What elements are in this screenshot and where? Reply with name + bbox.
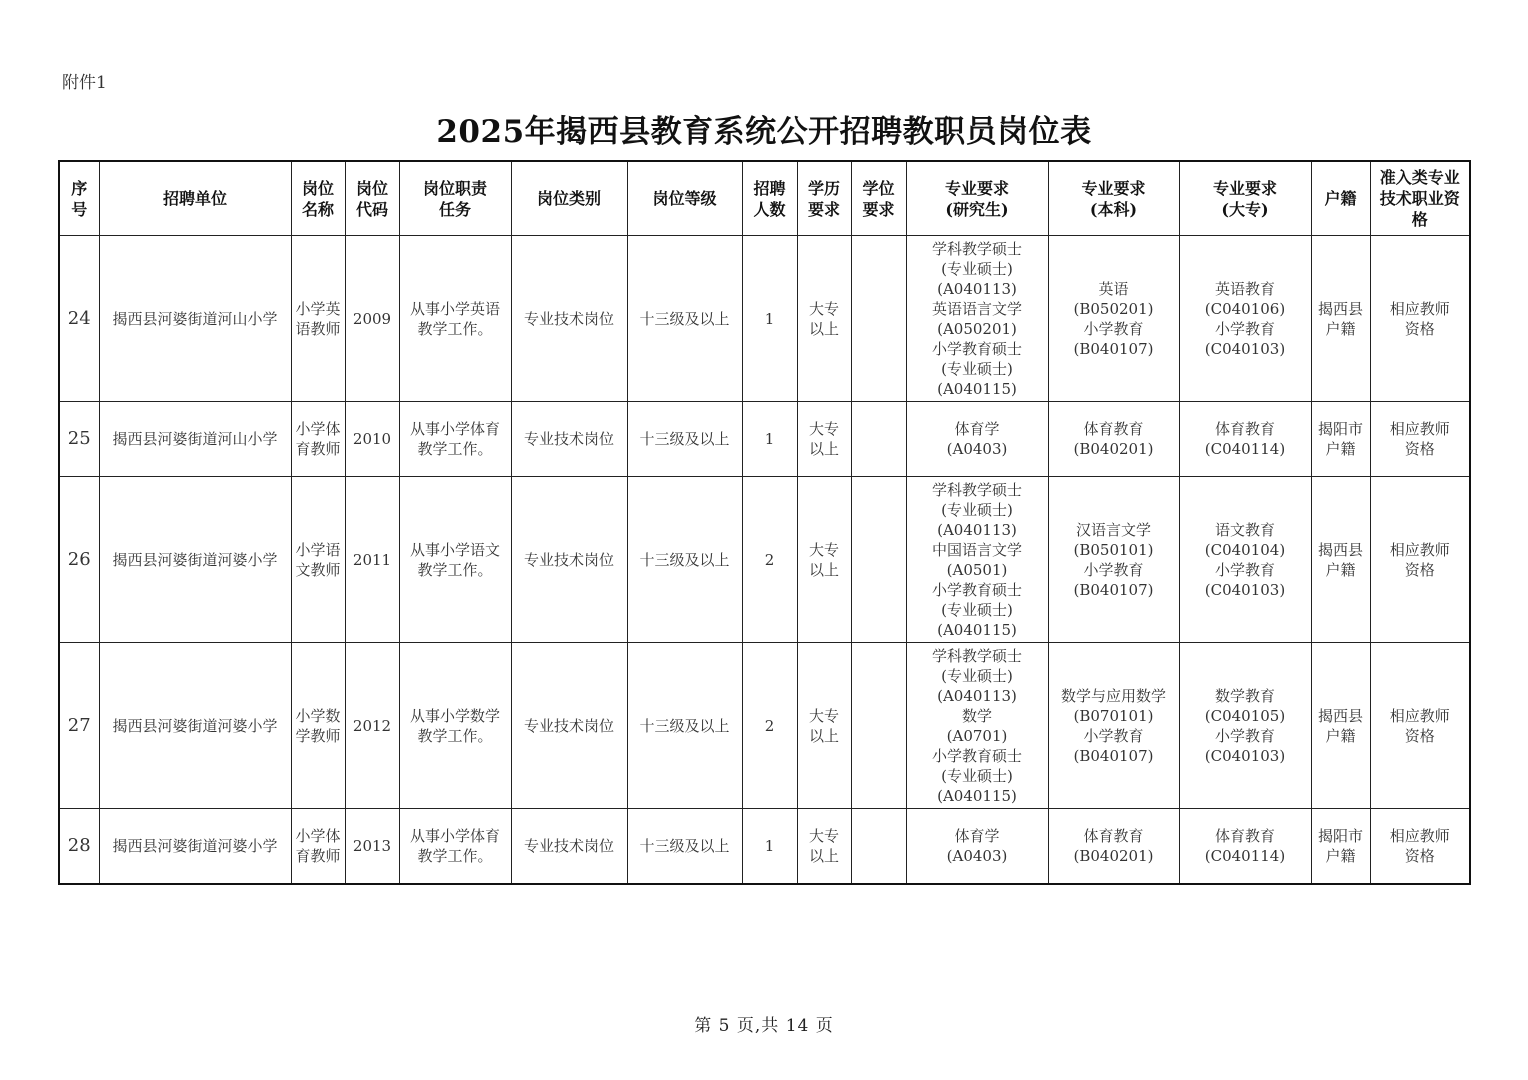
cell-qualification-line: 相应教师	[1389, 420, 1450, 438]
cell-qualification	[1370, 809, 1470, 885]
cell-major-college-line: 小学教育	[1214, 726, 1275, 745]
cell-major-bachelor	[1048, 643, 1179, 809]
cell-post-code-line: 2011	[352, 550, 392, 569]
header-count: 招聘 人数	[742, 161, 797, 236]
cell-major-grad-line: (专业硕士)	[941, 500, 1013, 519]
cell-hukou	[1311, 477, 1370, 643]
header-hukou: 户籍	[1311, 161, 1370, 236]
cell-post-name-line: 小学体	[295, 827, 341, 845]
cell-unit	[99, 236, 291, 402]
cell-major-bachelor-line: 汉语言文学	[1075, 520, 1151, 539]
cell-major-college	[1179, 477, 1311, 643]
cell-education	[797, 809, 851, 885]
cell-post-name	[291, 643, 345, 809]
cell-post-name-line: 文教师	[295, 560, 341, 579]
cell-major-college-line: (C040103)	[1204, 580, 1286, 599]
cell-post-name-line: 学教师	[295, 726, 341, 745]
header-degree: 学位 要求	[851, 161, 906, 236]
cell-major-grad-line: (A0403)	[946, 847, 1008, 865]
cell-post-code-line: 2009	[352, 309, 392, 328]
header-education: 学历 要求	[797, 161, 851, 236]
cell-grade	[627, 809, 742, 885]
cell-major-grad-line: (专业硕士)	[941, 259, 1013, 278]
cell-hukou	[1311, 643, 1370, 809]
cell-major-grad-line: (A040115)	[937, 786, 1017, 805]
cell-seq: 27	[59, 643, 99, 809]
cell-duty	[399, 477, 511, 643]
table-header-row	[59, 161, 1470, 236]
cell-major-college-line: (C040114)	[1204, 440, 1286, 458]
cell-hukou-line: 户籍	[1325, 440, 1356, 458]
cell-education-line: 大专	[808, 827, 839, 845]
header-post-name: 岗位 名称	[291, 161, 345, 236]
cell-count-line: 1	[764, 430, 775, 448]
cell-seq: 24	[59, 236, 99, 402]
cell-hukou-line: 揭阳市	[1317, 420, 1363, 438]
cell-major-bachelor	[1048, 402, 1179, 477]
header-category: 岗位类别	[511, 161, 627, 236]
cell-category	[511, 643, 627, 809]
cell-major-college-line: 语文教育	[1214, 520, 1275, 539]
cell-count	[742, 402, 797, 477]
cell-post-name-line: 育教师	[295, 847, 341, 865]
cell-grade-line: 十三级及以上	[639, 716, 730, 735]
cell-grade-line: 十三级及以上	[639, 430, 730, 448]
cell-major-grad-line: 学科教学硕士	[931, 646, 1022, 665]
cell-post-code	[345, 477, 399, 643]
cell-count	[742, 477, 797, 643]
cell-qualification-line: 资格	[1404, 319, 1435, 338]
cell-duty-line: 从事小学数学	[409, 706, 500, 725]
cell-major-grad-line: 英语语言文学	[931, 299, 1022, 318]
cell-degree	[851, 477, 906, 643]
cell-major-bachelor-line: 体育教育	[1083, 827, 1144, 845]
cell-major-bachelor-line: (B040107)	[1073, 580, 1154, 599]
cell-major-grad-line: (A040113)	[937, 279, 1017, 298]
cell-major-college-line: 体育教育	[1214, 420, 1275, 438]
cell-major-bachelor-line: (B040107)	[1073, 746, 1154, 765]
cell-grade-line: 十三级及以上	[639, 837, 730, 855]
cell-duty-line: 教学工作。	[417, 726, 493, 745]
cell-major-grad-line: (A040115)	[937, 379, 1017, 398]
cell-major-college-line: (C040114)	[1204, 847, 1286, 865]
cell-education	[797, 643, 851, 809]
cell-qualification	[1370, 236, 1470, 402]
header-seq: 序 号	[59, 161, 99, 236]
cell-post-name-line: 小学语	[295, 540, 341, 559]
cell-education-line: 以上	[808, 319, 839, 338]
cell-hukou-line: 揭阳市	[1317, 827, 1363, 845]
header-major-bachelor: 专业要求 (本科)	[1048, 161, 1179, 236]
cell-post-code-line: 2012	[352, 716, 392, 735]
cell-unit	[99, 477, 291, 643]
cell-category	[511, 402, 627, 477]
cell-qualification-line: 资格	[1404, 847, 1435, 865]
cell-category-line: 专业技术岗位	[523, 309, 614, 328]
cell-major-grad	[906, 643, 1048, 809]
cell-hukou-line: 户籍	[1325, 319, 1356, 338]
page-footer: 第 5 页,共 14 页	[694, 1016, 834, 1036]
cell-post-name	[291, 402, 345, 477]
header-major-grad: 专业要求 (研究生)	[906, 161, 1048, 236]
cell-education-line: 以上	[808, 440, 839, 458]
cell-major-college-line: 体育教育	[1214, 827, 1275, 845]
cell-count-line: 2	[764, 550, 775, 569]
cell-education-line: 大专	[808, 540, 839, 559]
cell-unit	[99, 809, 291, 885]
cell-major-college	[1179, 643, 1311, 809]
cell-major-grad-line: 小学教育硕士	[931, 339, 1022, 358]
cell-seq: 28	[59, 809, 99, 885]
cell-category-line: 专业技术岗位	[523, 716, 614, 735]
cell-degree	[851, 236, 906, 402]
table-row	[59, 643, 1470, 809]
cell-post-code-line: 2013	[352, 837, 392, 855]
cell-major-bachelor-line: (B040201)	[1073, 440, 1154, 458]
cell-count	[742, 643, 797, 809]
cell-duty-line: 从事小学语文	[409, 540, 500, 559]
cell-hukou-line: 户籍	[1325, 847, 1356, 865]
cell-unit-line: 揭西县河婆街道河婆小学	[112, 550, 278, 569]
attachment-label: 附件1	[62, 73, 107, 93]
cell-major-college-line: 小学教育	[1214, 560, 1275, 579]
cell-major-bachelor	[1048, 236, 1179, 402]
table-row	[59, 477, 1470, 643]
cell-hukou-line: 户籍	[1325, 560, 1356, 579]
cell-unit-line: 揭西县河婆街道河婆小学	[112, 716, 278, 735]
cell-hukou-line: 揭西县	[1317, 540, 1363, 559]
cell-qualification-line: 资格	[1404, 726, 1435, 745]
cell-qualification-line: 相应教师	[1389, 706, 1450, 725]
cell-grade-line: 十三级及以上	[639, 309, 730, 328]
cell-major-college-line: (C040103)	[1204, 746, 1286, 765]
cell-major-grad-line: 学科教学硕士	[931, 480, 1022, 499]
cell-category	[511, 809, 627, 885]
cell-post-name	[291, 477, 345, 643]
table-row	[59, 236, 1470, 402]
cell-count-line: 2	[764, 716, 775, 735]
cell-qualification-line: 相应教师	[1389, 299, 1450, 318]
cell-hukou	[1311, 402, 1370, 477]
cell-major-bachelor	[1048, 809, 1179, 885]
table-body	[59, 236, 1470, 885]
cell-major-grad-line: (专业硕士)	[941, 359, 1013, 378]
cell-category-line: 专业技术岗位	[523, 550, 614, 569]
cell-duty-line: 教学工作。	[417, 319, 493, 338]
cell-major-grad	[906, 477, 1048, 643]
cell-education-line: 大专	[808, 299, 839, 318]
cell-duty	[399, 809, 511, 885]
cell-count-line: 1	[764, 309, 775, 328]
cell-grade	[627, 236, 742, 402]
cell-duty	[399, 643, 511, 809]
cell-major-grad-line: (A0403)	[946, 440, 1008, 458]
header-post-code: 岗位 代码	[345, 161, 399, 236]
cell-major-college-line: (C040105)	[1204, 706, 1286, 725]
cell-major-grad-line: 小学教育硕士	[931, 580, 1022, 599]
cell-duty-line: 从事小学英语	[409, 299, 500, 318]
cell-grade-line: 十三级及以上	[639, 550, 730, 569]
cell-major-bachelor-line: (B040107)	[1073, 339, 1154, 358]
cell-duty-line: 从事小学体育	[409, 827, 500, 845]
cell-qualification-line: 相应教师	[1389, 827, 1450, 845]
cell-major-grad-line: (A040115)	[937, 620, 1017, 639]
cell-major-grad-line: 学科教学硕士	[931, 239, 1022, 258]
cell-major-college-line: 英语教育	[1214, 279, 1275, 298]
cell-seq: 25	[59, 402, 99, 477]
cell-count	[742, 236, 797, 402]
cell-major-college	[1179, 402, 1311, 477]
cell-unit-line: 揭西县河婆街道河山小学	[112, 309, 278, 328]
cell-category	[511, 477, 627, 643]
cell-category-line: 专业技术岗位	[523, 837, 614, 855]
cell-major-bachelor-line: 数学与应用数学	[1060, 686, 1166, 705]
cell-major-grad	[906, 402, 1048, 477]
page-title: 2025年揭西县教育系统公开招聘教职员岗位表	[436, 114, 1092, 150]
cell-major-grad-line: 中国语言文学	[931, 540, 1022, 559]
cell-major-grad-line: (A0501)	[946, 560, 1008, 579]
cell-post-name-line: 小学数	[295, 706, 341, 725]
cell-count-line: 1	[764, 837, 775, 855]
cell-major-bachelor-line: (B040201)	[1073, 847, 1154, 865]
cell-major-grad-line: 小学教育硕士	[931, 746, 1022, 765]
cell-hukou-line: 户籍	[1325, 726, 1356, 745]
cell-unit	[99, 643, 291, 809]
cell-duty	[399, 236, 511, 402]
cell-qualification	[1370, 477, 1470, 643]
cell-hukou	[1311, 809, 1370, 885]
cell-major-college	[1179, 809, 1311, 885]
table-row	[59, 402, 1470, 477]
header-major-college: 专业要求 (大专)	[1179, 161, 1311, 236]
cell-hukou	[1311, 236, 1370, 402]
cell-qualification	[1370, 402, 1470, 477]
cell-duty-line: 教学工作。	[417, 440, 493, 458]
cell-education-line: 大专	[808, 706, 839, 725]
cell-major-college-line: 小学教育	[1214, 319, 1275, 338]
cell-seq: 26	[59, 477, 99, 643]
cell-post-name	[291, 809, 345, 885]
cell-education-line: 大专	[808, 420, 839, 438]
cell-major-college-line: (C040104)	[1204, 540, 1286, 559]
cell-qualification-line: 相应教师	[1389, 540, 1450, 559]
cell-major-grad-line: (专业硕士)	[941, 666, 1013, 685]
cell-hukou-line: 揭西县	[1317, 706, 1363, 725]
cell-degree	[851, 402, 906, 477]
cell-duty-line: 教学工作。	[417, 560, 493, 579]
cell-major-grad-line: (A040113)	[937, 520, 1017, 539]
cell-education-line: 以上	[808, 847, 839, 865]
cell-education-line: 以上	[808, 726, 839, 745]
cell-category	[511, 236, 627, 402]
cell-category-line: 专业技术岗位	[523, 430, 614, 448]
cell-post-name-line: 语教师	[295, 319, 341, 338]
cell-major-college-line: (C040106)	[1204, 299, 1286, 318]
cell-major-grad-line: (A0701)	[946, 726, 1008, 745]
cell-major-bachelor-line: (B050201)	[1073, 299, 1154, 318]
cell-unit-line: 揭西县河婆街道河婆小学	[112, 837, 278, 855]
cell-major-college	[1179, 236, 1311, 402]
cell-major-college-line: 数学教育	[1214, 686, 1275, 705]
cell-major-grad-line: 数学	[961, 706, 992, 725]
cell-education	[797, 477, 851, 643]
cell-count	[742, 809, 797, 885]
cell-post-code	[345, 643, 399, 809]
cell-grade	[627, 402, 742, 477]
cell-qualification-line: 资格	[1404, 560, 1435, 579]
cell-post-name-line: 育教师	[295, 440, 341, 458]
cell-major-bachelor-line: 英语	[1098, 279, 1129, 298]
cell-post-name-line: 小学体	[295, 420, 341, 438]
header-duty: 岗位职责 任务	[399, 161, 511, 236]
cell-education	[797, 236, 851, 402]
cell-education	[797, 402, 851, 477]
cell-post-name-line: 小学英	[295, 299, 341, 318]
cell-major-grad-line: (A050201)	[937, 319, 1017, 338]
cell-major-grad-line: (专业硕士)	[941, 766, 1013, 785]
cell-duty	[399, 402, 511, 477]
recruitment-table	[58, 160, 1471, 885]
cell-degree	[851, 809, 906, 885]
cell-unit-line: 揭西县河婆街道河山小学	[112, 430, 278, 448]
cell-major-bachelor-line: (B050101)	[1073, 540, 1154, 559]
header-grade: 岗位等级	[627, 161, 742, 236]
cell-major-grad	[906, 236, 1048, 402]
cell-major-grad	[906, 809, 1048, 885]
cell-grade	[627, 643, 742, 809]
cell-hukou-line: 揭西县	[1317, 299, 1363, 318]
cell-major-grad-line: (专业硕士)	[941, 600, 1013, 619]
cell-duty-line: 教学工作。	[417, 847, 493, 865]
cell-grade	[627, 477, 742, 643]
cell-major-grad-line: 体育学	[954, 827, 1000, 845]
cell-post-code	[345, 236, 399, 402]
cell-major-grad-line: 体育学	[954, 420, 1000, 438]
cell-unit	[99, 402, 291, 477]
cell-post-code	[345, 402, 399, 477]
cell-major-bachelor-line: (B070101)	[1073, 706, 1154, 725]
header-qualification: 准入类专业 技术职业资 格	[1370, 161, 1470, 236]
cell-major-bachelor-line: 小学教育	[1083, 319, 1144, 338]
cell-duty-line: 从事小学体育	[409, 420, 500, 438]
cell-major-grad-line: (A040113)	[937, 686, 1017, 705]
cell-post-name	[291, 236, 345, 402]
table-row	[59, 809, 1470, 885]
cell-major-bachelor-line: 小学教育	[1083, 560, 1144, 579]
cell-major-bachelor	[1048, 477, 1179, 643]
cell-major-bachelor-line: 小学教育	[1083, 726, 1144, 745]
cell-post-code-line: 2010	[352, 430, 392, 448]
cell-qualification-line: 资格	[1404, 440, 1435, 458]
cell-post-code	[345, 809, 399, 885]
cell-qualification	[1370, 643, 1470, 809]
cell-major-bachelor-line: 体育教育	[1083, 420, 1144, 438]
cell-degree	[851, 643, 906, 809]
cell-major-college-line: (C040103)	[1204, 339, 1286, 358]
cell-education-line: 以上	[808, 560, 839, 579]
header-unit: 招聘单位	[99, 161, 291, 236]
